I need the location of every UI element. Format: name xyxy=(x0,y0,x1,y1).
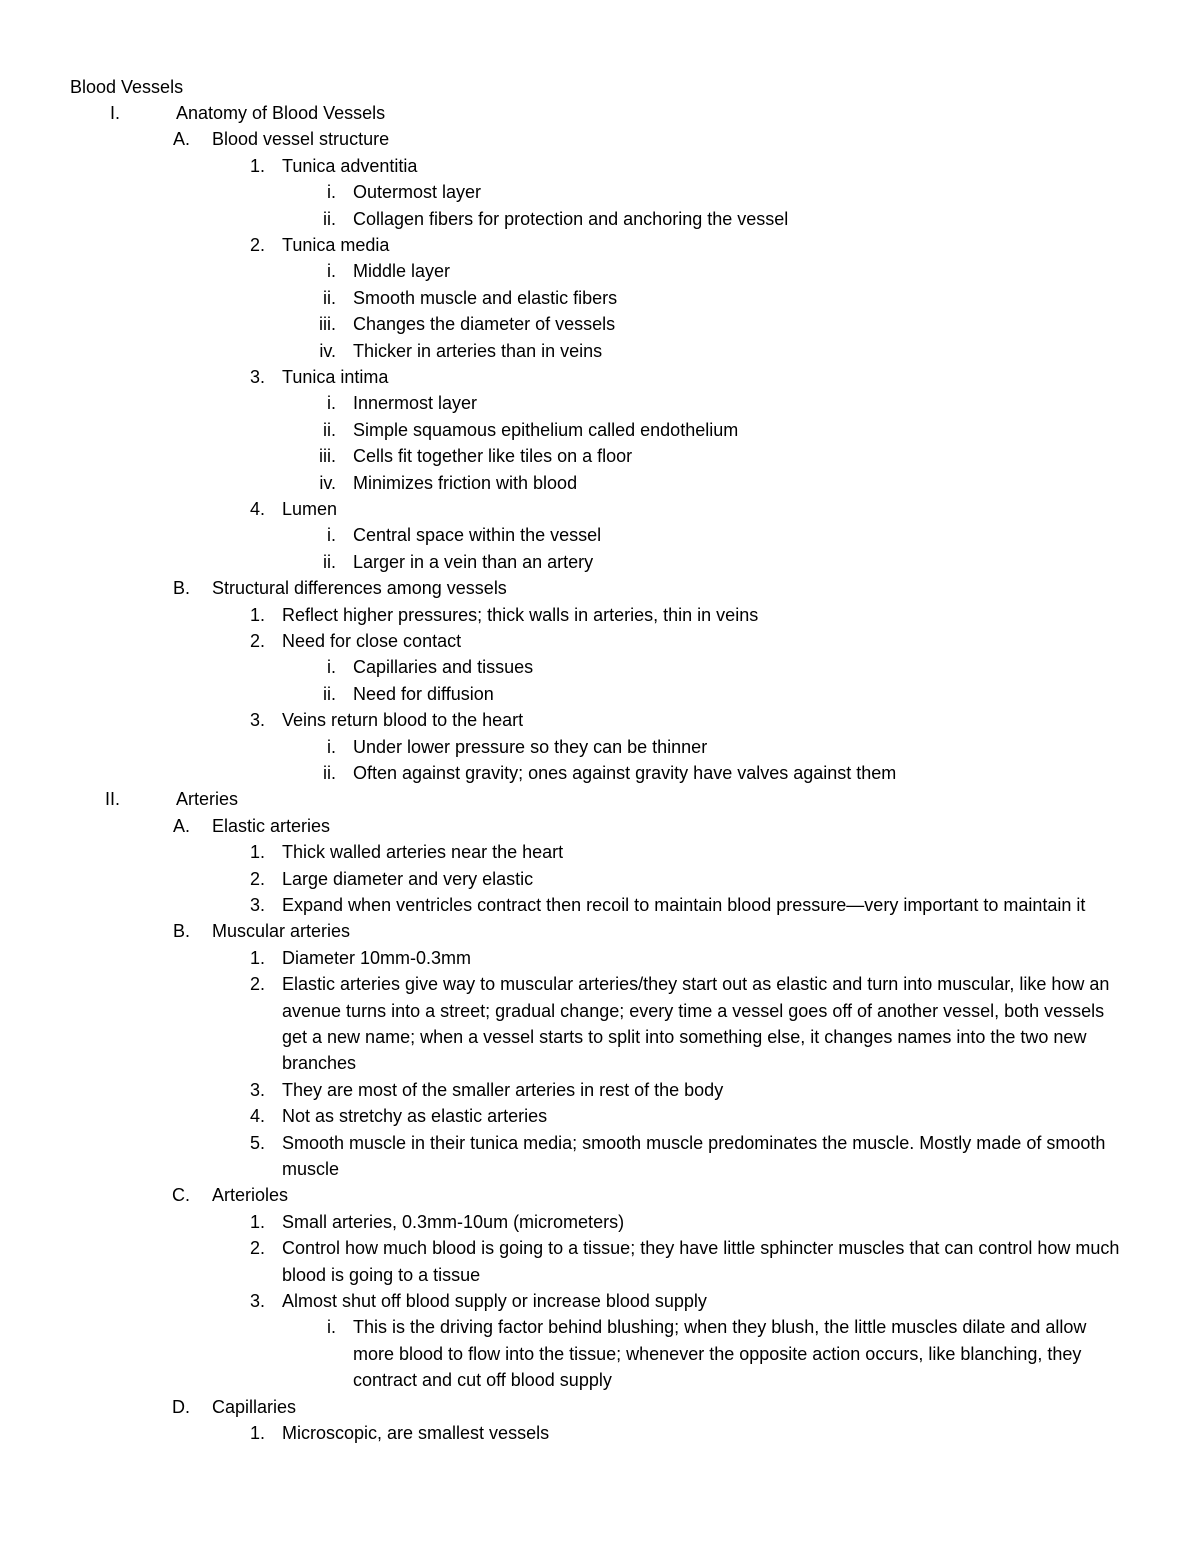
outline-item-level-2 xyxy=(0,971,1200,1077)
outline-item-level-2 xyxy=(0,707,1200,733)
list-item-text: Smooth muscle in their tunica media; smooth muscle predominates the muscle. Mostly made of smooth muscle xyxy=(282,1132,1106,1179)
list-item-text: Need for diffusion xyxy=(353,683,494,704)
outline-item-level-2 xyxy=(0,945,1200,971)
list-marker: ii. xyxy=(323,287,336,308)
outline-item-level-3 xyxy=(0,417,1200,443)
list-item-text: Simple squamous epithelium called endothelium xyxy=(353,419,739,440)
outline-item-level-2 xyxy=(0,1077,1200,1103)
list-marker: i. xyxy=(327,525,336,546)
outline-item-level-3 xyxy=(0,1314,1200,1393)
list-marker: ii. xyxy=(323,763,336,783)
list-item-text: Arterioles xyxy=(212,1185,289,1206)
list-item-text: Thicker in arteries than in veins xyxy=(353,340,603,361)
list-marker: i. xyxy=(327,182,336,203)
list-marker: 1. xyxy=(249,604,265,625)
list-item-text: Outermost layer xyxy=(353,182,482,203)
list-marker: 1. xyxy=(249,1211,265,1232)
outline-item-level-3 xyxy=(0,470,1200,496)
list-marker: 4. xyxy=(249,499,265,519)
outline-item-level-2 xyxy=(0,1209,1200,1235)
outline-item-level-2 xyxy=(0,364,1200,390)
list-marker: C. xyxy=(172,1185,190,1206)
list-marker: II. xyxy=(104,789,120,810)
outline-item-level-2 xyxy=(0,1288,1200,1314)
outline-item-level-1 xyxy=(0,918,1200,944)
list-marker: 1. xyxy=(249,842,265,863)
outline-item-level-0 xyxy=(0,100,1200,126)
list-item-text: This is the driving factor behind blushing; when they blush, the little muscles dilate and allow more blood to flow into the tissue; whenever the opposite action occurs, like blanching, they contract and cut off blood supply xyxy=(353,1317,1087,1391)
outline-item-level-1 xyxy=(0,1182,1200,1208)
list-item-text: Blood vessel structure xyxy=(212,129,390,150)
list-marker: 3. xyxy=(249,1291,265,1311)
outline-item-level-0 xyxy=(0,786,1200,812)
list-marker: iii. xyxy=(319,446,336,467)
list-marker: 1. xyxy=(249,1423,265,1443)
outline-item-level-3 xyxy=(0,734,1200,760)
list-item-text: Capillaries and tissues xyxy=(353,657,534,678)
list-item-text: Expand when ventricles contract then recoil to maintain blood pressure—very important to maintain it xyxy=(282,895,1086,915)
outline-item-level-1 xyxy=(0,1394,1200,1420)
list-item-text: Capillaries xyxy=(212,1396,297,1417)
list-item-text: Minimizes friction with blood xyxy=(353,472,578,493)
outline-item-level-2 xyxy=(0,892,1200,918)
outline-item-level-2 xyxy=(0,866,1200,892)
list-marker: ii. xyxy=(323,551,336,572)
outline-item-level-2 xyxy=(0,496,1200,522)
outline-item-level-3 xyxy=(0,258,1200,284)
list-marker: D. xyxy=(172,1396,190,1417)
list-marker: A. xyxy=(172,129,190,150)
list-marker: A. xyxy=(172,815,190,836)
outline-item-level-3 xyxy=(0,654,1200,680)
list-item-text: Muscular arteries xyxy=(212,921,351,942)
list-item-text: Under lower pressure so they can be thinner xyxy=(353,736,708,757)
list-marker: i. xyxy=(327,736,336,757)
list-marker: 5. xyxy=(249,1132,265,1153)
list-marker: 2. xyxy=(249,974,265,995)
list-marker: i. xyxy=(327,657,336,678)
list-item-text: Need for close contact xyxy=(282,631,462,651)
list-marker: iii. xyxy=(319,314,336,335)
list-marker: 2. xyxy=(249,631,265,651)
list-marker: ii. xyxy=(323,419,336,440)
outline-item-level-1 xyxy=(0,575,1200,601)
list-item-text: Tunica media xyxy=(282,235,390,255)
list-marker: I. xyxy=(109,103,120,123)
list-item-text: Collagen fibers for protection and anchoring the vessel xyxy=(353,208,789,229)
list-marker: 3. xyxy=(249,367,265,387)
outline-item-level-2 xyxy=(0,602,1200,628)
list-item-text: Diameter 10mm-0.3mm xyxy=(282,947,472,968)
list-marker: 3. xyxy=(249,895,265,915)
list-item-text: Innermost layer xyxy=(353,393,478,414)
list-item-text: Larger in a vein than an artery xyxy=(353,551,594,572)
list-marker: 2. xyxy=(249,868,265,889)
list-marker: B. xyxy=(172,921,190,942)
outline-item-level-3 xyxy=(0,390,1200,416)
list-item-text: Central space within the vessel xyxy=(353,525,602,546)
list-item-text: Thick walled arteries near the heart xyxy=(282,842,564,863)
outline-item-level-3 xyxy=(0,760,1200,786)
list-marker: 2. xyxy=(249,235,265,255)
list-marker: 4. xyxy=(249,1106,265,1127)
outline-item-level-2 xyxy=(0,1130,1200,1183)
outline-item-level-1 xyxy=(0,813,1200,839)
list-marker: 1. xyxy=(249,947,265,968)
list-marker: B. xyxy=(172,578,190,599)
list-item-text: Veins return blood to the heart xyxy=(282,710,524,731)
list-marker: 1. xyxy=(249,155,265,176)
list-marker: 2. xyxy=(249,1238,265,1259)
list-item-text: Cells fit together like tiles on a floor xyxy=(353,446,633,467)
list-item-text: Tunica intima xyxy=(282,367,389,387)
list-marker: ii. xyxy=(323,683,336,704)
outline-item-level-3 xyxy=(0,443,1200,469)
list-marker: i. xyxy=(327,1317,336,1338)
list-item-text: Tunica adventitia xyxy=(282,155,418,176)
list-item-text: Almost shut off blood supply or increase blood supply xyxy=(282,1291,707,1311)
outline-item-level-3 xyxy=(0,338,1200,364)
outline-item-level-3 xyxy=(0,522,1200,548)
list-marker: i. xyxy=(327,261,336,282)
list-item-text: Elastic arteries xyxy=(212,815,331,836)
list-marker: iv. xyxy=(319,340,336,361)
list-item-text: Not as stretchy as elastic arteries xyxy=(282,1106,548,1127)
list-item-text: Microscopic, are smallest vessels xyxy=(282,1423,550,1443)
outline-item-level-2 xyxy=(0,839,1200,865)
list-item-text: Lumen xyxy=(282,499,338,519)
outline-item-level-3 xyxy=(0,311,1200,337)
list-item-text: Small arteries, 0.3mm-10um (micrometers) xyxy=(282,1211,625,1232)
outline-item-level-2 xyxy=(0,628,1200,654)
list-item-text: Often against gravity; ones against gravity have valves against them xyxy=(353,763,897,783)
outline-item-level-3 xyxy=(0,206,1200,232)
outline-item-level-3 xyxy=(0,179,1200,205)
outline-item-level-2 xyxy=(0,1420,1200,1446)
list-item-text: Changes the diameter of vessels xyxy=(353,314,616,335)
list-item-text: Elastic arteries give way to muscular arteries/they start out as elastic and turn into muscular, like how an avenue turns into a street; gradual change; every time a vessel goes off of another vessel, both vessels get a new name; when a vessel starts to split into something else, it changes names into the two new branches xyxy=(282,974,1110,1074)
list-item-text: Smooth muscle and elastic fibers xyxy=(353,287,618,308)
list-item-text: Control how much blood is going to a tissue; they have little sphincter muscles that can control how much blood is going to a tissue xyxy=(282,1238,1120,1285)
list-item-text: Structural differences among vessels xyxy=(212,578,507,599)
outline-item-level-2 xyxy=(0,232,1200,258)
list-item-text: They are most of the smaller arteries in rest of the body xyxy=(282,1079,724,1100)
list-marker: iv. xyxy=(319,472,336,493)
outline-item-level-2 xyxy=(0,153,1200,179)
list-item-text: Arteries xyxy=(176,789,239,810)
list-item-text: Middle layer xyxy=(353,261,451,282)
outline-item-level-3 xyxy=(0,549,1200,575)
outline-item-level-1 xyxy=(0,126,1200,152)
outline-item-level-2 xyxy=(0,1235,1200,1288)
list-item-text: Anatomy of Blood Vessels xyxy=(176,103,386,123)
list-item-text: Reflect higher pressures; thick walls in arteries, thin in veins xyxy=(282,604,759,625)
list-marker: 3. xyxy=(249,1079,265,1100)
list-marker: ii. xyxy=(323,208,336,229)
list-marker: i. xyxy=(327,393,336,414)
outline-item-level-3 xyxy=(0,681,1200,707)
outline-item-level-3 xyxy=(0,285,1200,311)
document-title: Blood Vessels xyxy=(70,77,184,97)
list-marker: 3. xyxy=(249,710,265,731)
outline-item-level-2 xyxy=(0,1103,1200,1129)
list-item-text: Large diameter and very elastic xyxy=(282,868,534,889)
